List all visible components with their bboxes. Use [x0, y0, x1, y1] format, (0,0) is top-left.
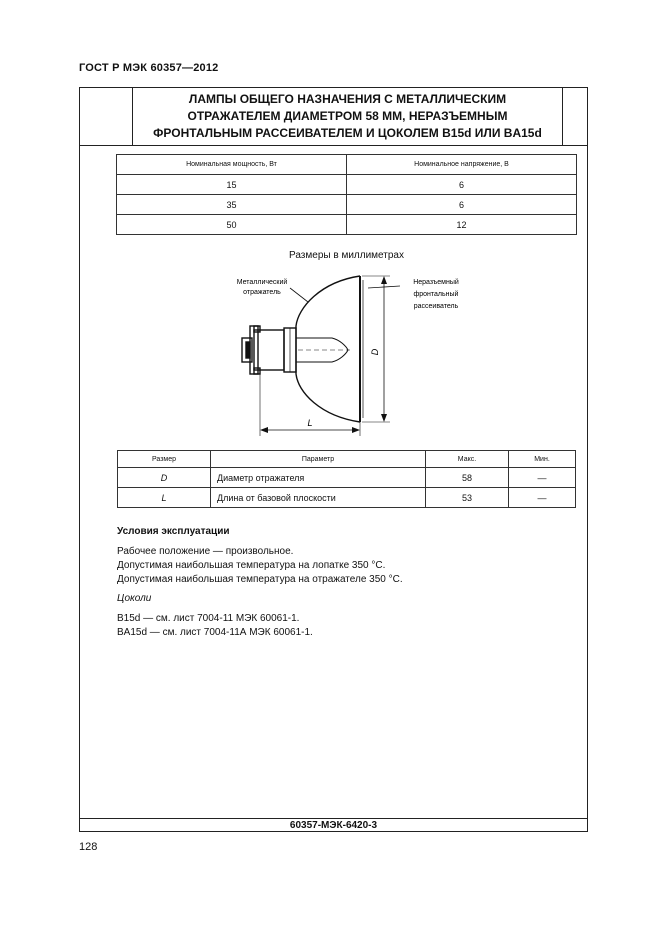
dimensions-caption: Размеры в миллиметрах — [289, 250, 404, 261]
bases-line: B15d — см. лист 7004-11 МЭК 60061-1. — [117, 613, 300, 624]
table-row — [118, 488, 576, 508]
bases-line: BA15d — см. лист 7004-11А МЭК 60061-1. — [117, 627, 313, 638]
header-cell: Размер — [118, 451, 211, 468]
table-row — [118, 468, 576, 488]
table-row — [117, 195, 577, 215]
table-cell: 58 — [426, 468, 509, 488]
power-voltage-table — [116, 154, 577, 235]
table-cell: 12 — [347, 215, 577, 235]
table-cell: D — [118, 468, 211, 488]
title-line: ОТРАЖАТЕЛЕМ ДИАМЕТРОМ 58 ММ, НЕРАЗЪЕМНЫМ — [187, 109, 508, 123]
dimension-D-label: D — [370, 348, 380, 356]
conditions-line: Допустимая наибольшая температура на лопатке 350 °С. — [117, 560, 386, 571]
table-cell: Длина от базовой плоскости — [211, 488, 426, 508]
table-cell: 35 — [117, 195, 347, 215]
header-cell: Номинальное напряжение, В — [347, 155, 577, 175]
diffuser-label-line2: фронтальный — [413, 291, 459, 298]
table-cell: — — [509, 468, 576, 488]
conditions-line: Допустимая наибольшая температура на отражателе 350 °С. — [117, 574, 403, 585]
table-header-row — [117, 155, 577, 175]
table-cell: 6 — [347, 195, 577, 215]
table-cell: 6 — [347, 175, 577, 195]
title-left-cell — [79, 87, 133, 145]
table-cell: — — [509, 488, 576, 508]
table-cell: 15 — [117, 175, 347, 195]
table-row — [117, 175, 577, 195]
conditions-line: Рабочее положение — произвольное. — [117, 546, 294, 557]
table-cell: 50 — [117, 215, 347, 235]
reflector-label-line2: отражатель — [243, 289, 281, 296]
bases-text — [117, 612, 313, 640]
reflector-label-line1: Металлический — [236, 279, 288, 286]
header-cell: Мин. — [509, 451, 576, 468]
conditions-text — [117, 545, 403, 587]
bases-title: Цоколи — [117, 593, 152, 604]
table-cell: 53 — [426, 488, 509, 508]
title-right-cell — [562, 87, 588, 145]
table-cell: L — [118, 488, 211, 508]
dimensions-table — [117, 450, 576, 508]
lamp-drawing — [200, 268, 480, 440]
header-cell: Параметр — [211, 451, 426, 468]
title-line: ЛАМПЫ ОБЩЕГО НАЗНАЧЕНИЯ С МЕТАЛЛИЧЕСКИМ — [188, 92, 507, 106]
sheet-title — [133, 91, 562, 142]
page-number: 128 — [79, 841, 98, 853]
title-divider — [79, 145, 588, 146]
standard-header: ГОСТ Р МЭК 60357—2012 — [79, 62, 219, 74]
header-cell: Номинальная мощность, Вт — [117, 155, 347, 175]
diffuser-label-line3: рассеиватель — [413, 303, 459, 310]
table-row — [117, 215, 577, 235]
table-header-row — [118, 451, 576, 468]
dimension-L-label: L — [307, 418, 313, 428]
header-cell: Макс. — [426, 451, 509, 468]
reflector-leader — [290, 288, 308, 302]
sheet-number: 60357-МЭК-6420-3 — [289, 820, 378, 831]
diffuser-label-line1: Неразъемный — [413, 279, 459, 286]
table-cell: Диаметр отражателя — [211, 468, 426, 488]
title-line: ФРОНТАЛЬНЫМ РАССЕИВАТЕЛЕМ И ЦОКОЛЕМ B15d ИЛИ BA15d — [153, 126, 542, 140]
conditions-title: Условия эксплуатации — [117, 526, 230, 537]
reflector-outline — [296, 276, 360, 422]
footer-divider — [79, 818, 588, 819]
